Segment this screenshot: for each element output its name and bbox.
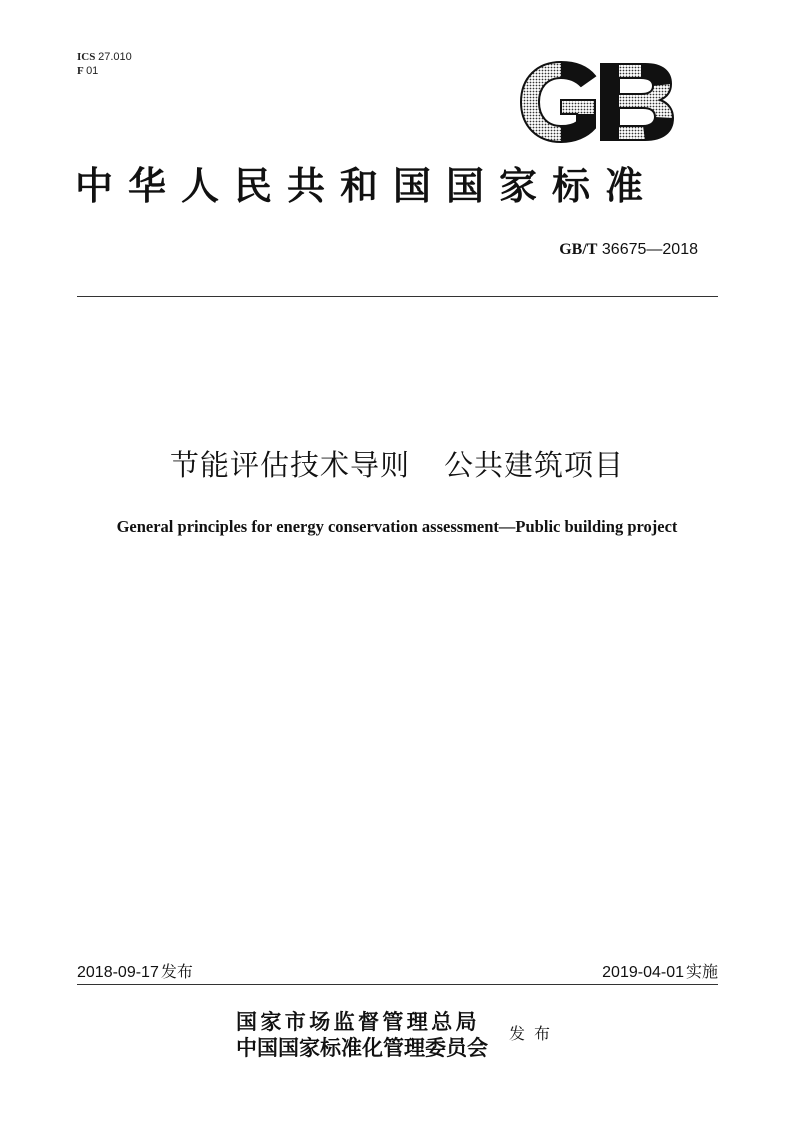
standard-code: GB/T [559,241,598,258]
issue-date-value: 2018-09-17 [77,964,159,981]
title-chinese [0,446,794,484]
issue-date [77,962,193,983]
standard-number-value: 36675—2018 [601,241,698,258]
ics-label: ICS [77,51,96,63]
top-divider [77,296,718,297]
standard-number [559,240,698,260]
implementation-date-value: 2019-04-01 [602,964,684,981]
ccs-value: 01 [86,65,99,77]
gb-emblem-icon [517,60,675,144]
title-english: General principles for energy conservation assessment—Public building project [116,517,678,536]
implementation-date [602,962,718,983]
issuer-samr: 国家市场监督管理总局 [236,1009,480,1034]
issuing-organizations [236,1009,488,1061]
publish-label: 发布 [509,1024,560,1043]
ccs-code [77,64,132,78]
implementation-date-label: 实施 [685,962,718,981]
ics-value: 27.010 [98,51,132,63]
title-chinese-part-2: 公共建筑项目 [444,448,625,482]
national-standard-heading: 中华人民共和国国家标准 [75,164,659,208]
ics-code [77,50,132,64]
issuer-sac: 中国国家标准化管理委员会 [236,1035,488,1060]
classification-codes [77,50,132,78]
ccs-label: F [77,65,84,77]
title-chinese-part-1: 节能评估技术导则 [169,448,410,482]
bottom-divider [77,984,718,985]
issue-date-label: 发布 [160,962,193,981]
